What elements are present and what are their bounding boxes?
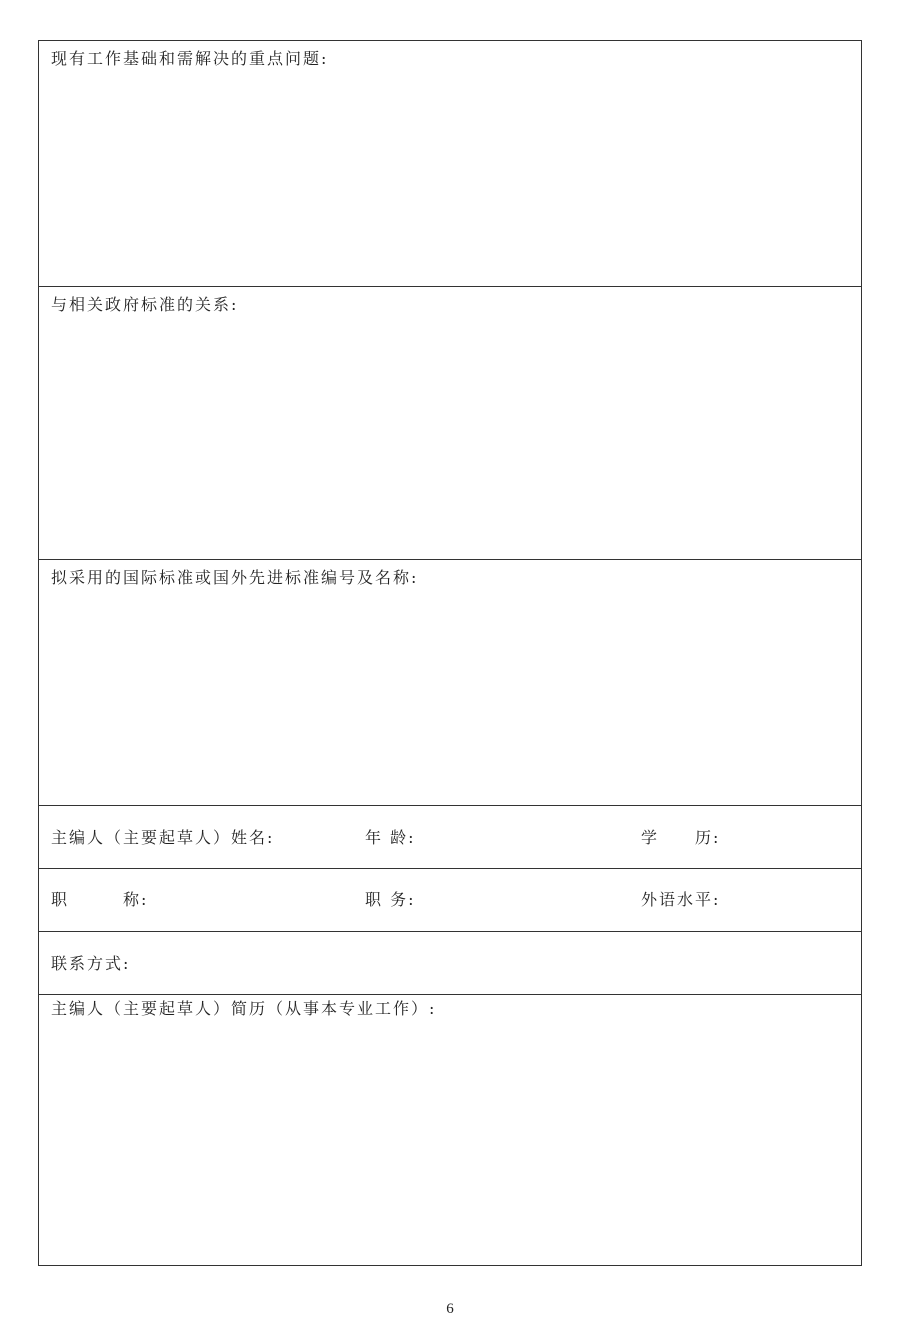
- existing-basis-label: 现有工作基础和需解决的重点问题:: [51, 49, 329, 68]
- foreign-language-label[interactable]: 外语水平:: [641, 890, 721, 909]
- international-standards-section[interactable]: [39, 560, 861, 806]
- government-standards-section[interactable]: [39, 287, 861, 560]
- page-number: 6: [446, 1301, 454, 1317]
- chief-editor-name-label[interactable]: 主编人（主要起草人）姓名:: [51, 828, 275, 847]
- international-standards-label: 拟采用的国际标准或国外先进标准编号及名称:: [51, 568, 419, 587]
- title-position-row: [39, 869, 861, 932]
- position-label[interactable]: 职 务:: [365, 890, 416, 909]
- government-standards-label: 与相关政府标准的关系:: [51, 295, 239, 314]
- application-form-table: [38, 40, 862, 1266]
- contact-row: [39, 932, 861, 995]
- age-label[interactable]: 年 龄:: [365, 828, 416, 847]
- education-label[interactable]: 学 历:: [641, 828, 721, 847]
- resume-section[interactable]: [39, 995, 861, 1267]
- existing-basis-section[interactable]: [39, 41, 861, 287]
- contact-label[interactable]: 联系方式:: [51, 954, 131, 973]
- resume-label: 主编人（主要起草人）简历（从事本专业工作）:: [51, 999, 437, 1018]
- professional-title-label[interactable]: 职 称:: [51, 890, 149, 909]
- chief-editor-info-row: [39, 806, 861, 869]
